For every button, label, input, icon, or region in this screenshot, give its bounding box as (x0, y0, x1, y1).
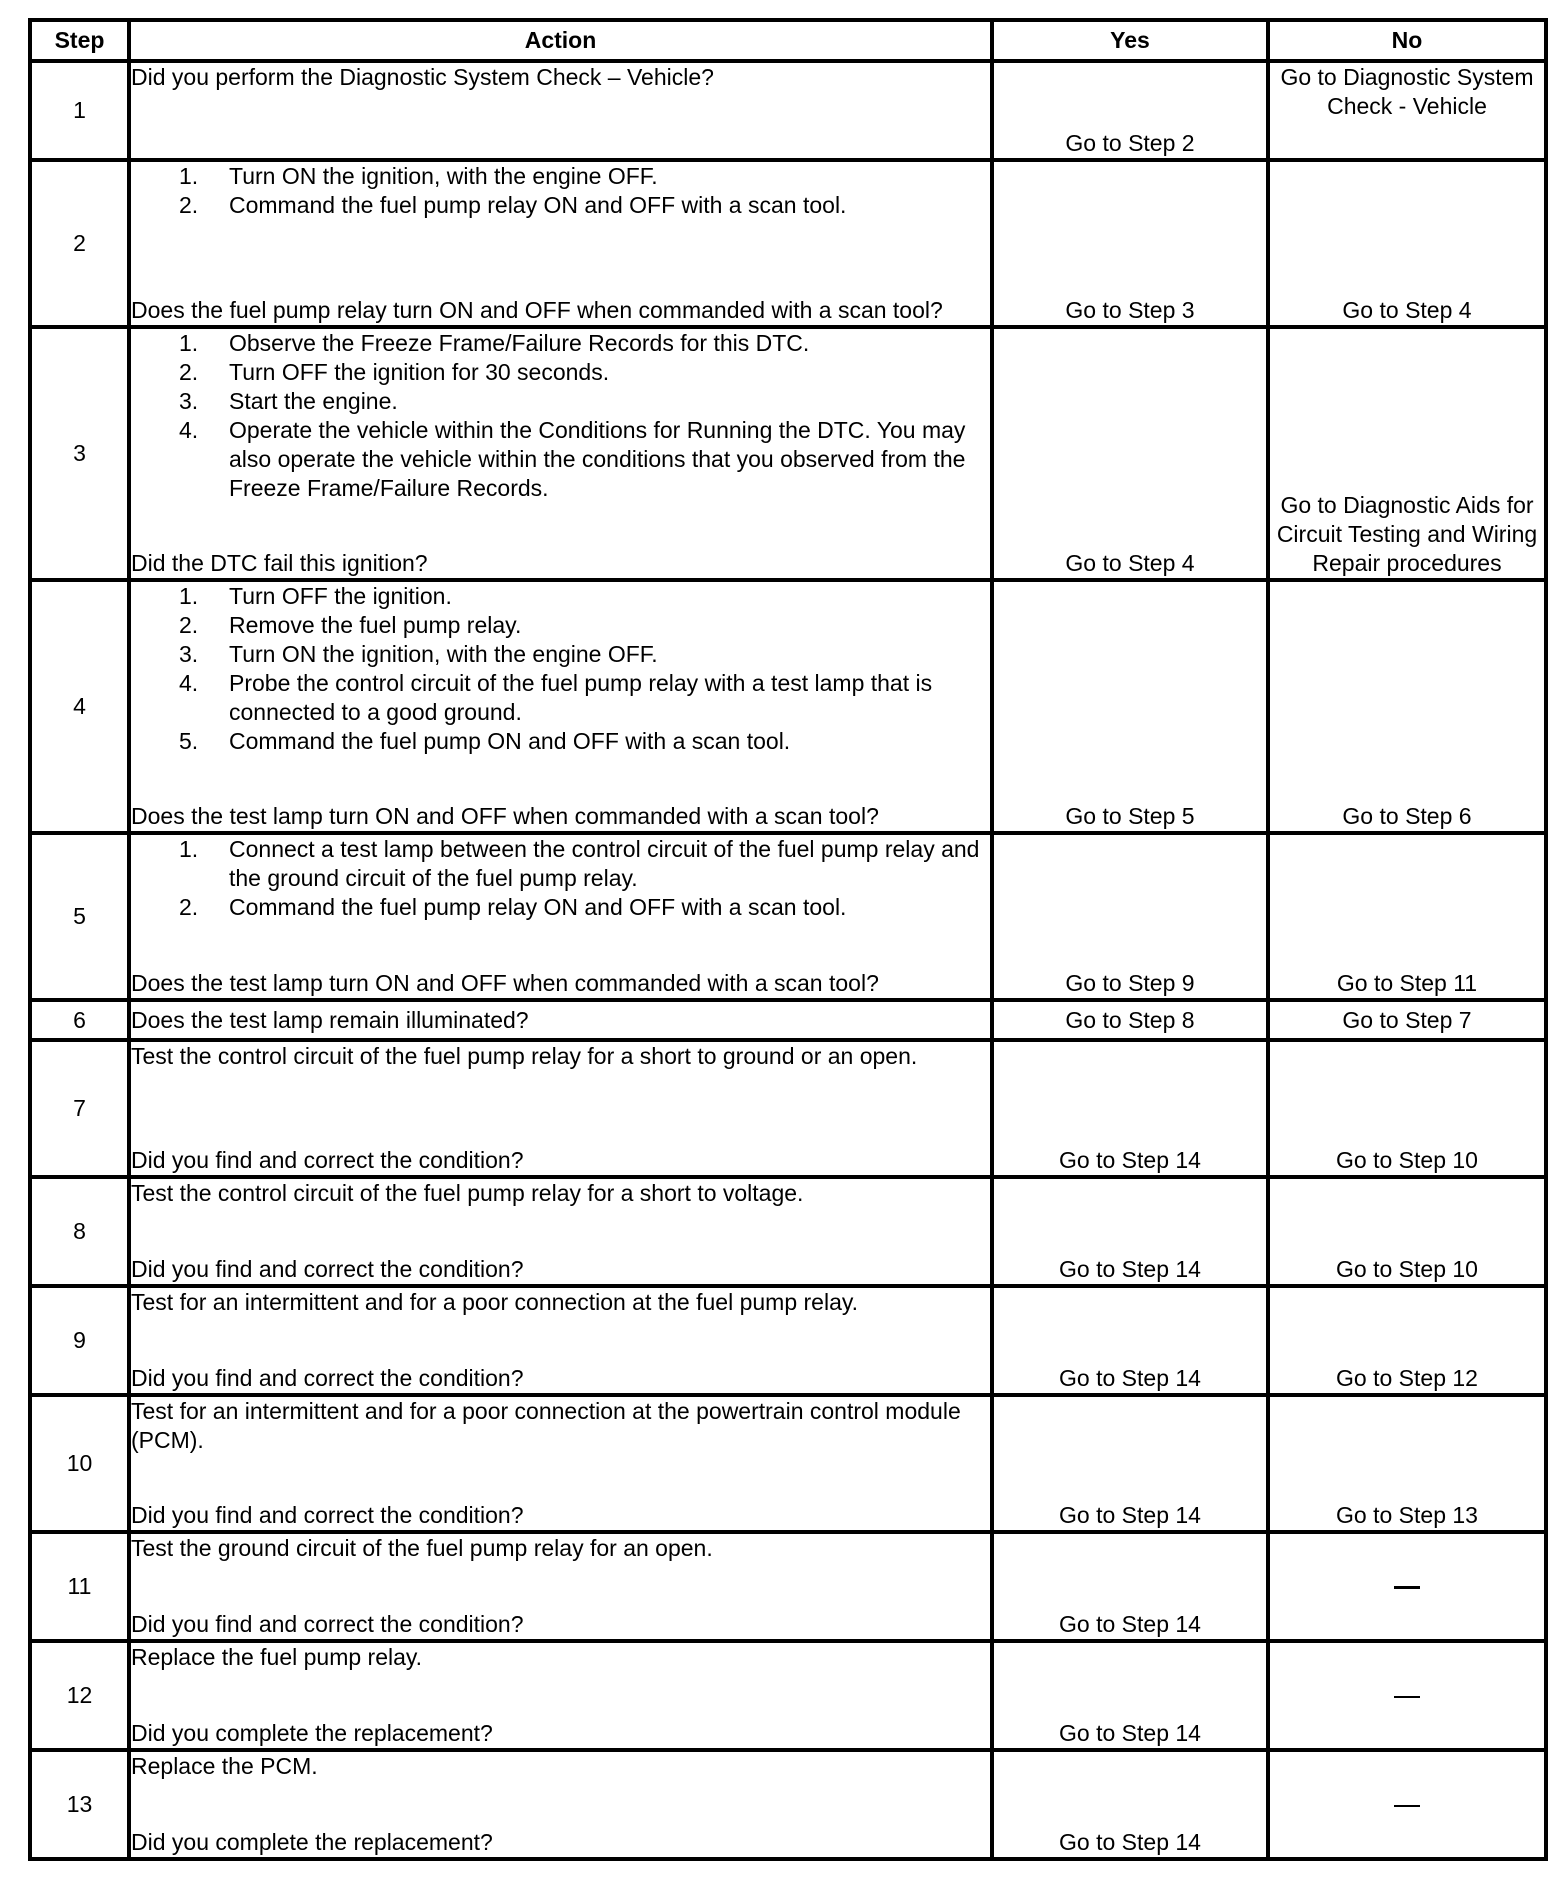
action-cell (129, 1641, 992, 1750)
table-row (30, 580, 1546, 833)
substep-number: 1. (179, 330, 199, 356)
no-result: Go to Step 7 (1268, 1000, 1546, 1040)
step-number: 11 (30, 1532, 129, 1641)
table-row (30, 327, 1546, 580)
substep-text: Command the fuel pump relay ON and OFF with a scan tool. (229, 192, 847, 218)
action-cell (129, 327, 992, 580)
yes-result: Go to Step 8 (992, 1000, 1268, 1040)
no-result (1268, 1641, 1546, 1750)
no-result: Go to Step 10 (1268, 1040, 1546, 1177)
substep-item (131, 387, 990, 416)
substep-number: 1. (179, 163, 199, 189)
substep-item (131, 416, 990, 503)
substep-number: 2. (179, 894, 199, 920)
action-question: Did you find and correct the condition? (131, 1256, 524, 1282)
substep-text: Operate the vehicle within the Conditions for Running the DTC. You may also operate the vehicle within the conditions that you observed from the Freeze Frame/Failure Records. (229, 417, 966, 501)
substep-list (131, 835, 990, 922)
substep-text: Command the fuel pump ON and OFF with a scan tool. (229, 728, 791, 754)
action-question: Did you find and correct the condition? (131, 1147, 524, 1173)
action-instruction: Test the control circuit of the fuel pump relay for a short to voltage. (131, 1180, 804, 1206)
action-cell (129, 1532, 992, 1641)
action-instruction: Test the ground circuit of the fuel pump relay for an open. (131, 1535, 713, 1561)
substep-item (131, 358, 990, 387)
action-question: Did you perform the Diagnostic System Check – Vehicle? (131, 64, 714, 90)
table-row (30, 1641, 1546, 1750)
action-cell (129, 833, 992, 1000)
substep-text: Turn OFF the ignition for 30 seconds. (229, 359, 610, 385)
no-result: Go to Step 11 (1268, 833, 1546, 1000)
substep-number: 3. (179, 641, 199, 667)
substep-item (131, 191, 990, 220)
step-number: 4 (30, 580, 129, 833)
no-result: Go to Step 6 (1268, 580, 1546, 833)
substep-number: 4. (179, 417, 199, 443)
action-instruction: Replace the fuel pump relay. (131, 1644, 423, 1670)
substep-text: Remove the fuel pump relay. (229, 612, 522, 638)
action-cell (129, 1750, 992, 1859)
substep-number: 3. (179, 388, 199, 414)
substep-number: 4. (179, 670, 199, 696)
diagnostic-table (28, 18, 1548, 1861)
substep-list (131, 582, 990, 756)
table-row (30, 61, 1546, 160)
yes-result: Go to Step 14 (992, 1395, 1268, 1532)
substep-text: Observe the Freeze Frame/Failure Records for this DTC. (229, 330, 810, 356)
yes-result: Go to Step 14 (992, 1641, 1268, 1750)
table-row (30, 1750, 1546, 1859)
step-number: 2 (30, 160, 129, 327)
table-row (30, 1000, 1546, 1040)
action-question: Did you find and correct the condition? (131, 1365, 524, 1391)
action-cell (129, 61, 992, 160)
substep-text: Turn OFF the ignition. (229, 583, 452, 609)
no-result: Go to Step 10 (1268, 1177, 1546, 1286)
step-number: 3 (30, 327, 129, 580)
substep-item (131, 611, 990, 640)
no-result (1268, 1532, 1546, 1641)
step-number: 13 (30, 1750, 129, 1859)
substep-number: 2. (179, 192, 199, 218)
step-number: 10 (30, 1395, 129, 1532)
substep-item (131, 329, 990, 358)
substep-number: 5. (179, 728, 199, 754)
substep-item (131, 893, 990, 922)
no-dash (1394, 1805, 1420, 1807)
substep-text: Connect a test lamp between the control circuit of the fuel pump relay and the ground circuit of the fuel pump relay. (229, 836, 980, 891)
action-question: Did you find and correct the condition? (131, 1611, 524, 1637)
action-cell (129, 160, 992, 327)
action-question: Does the test lamp remain illuminated? (131, 1006, 529, 1033)
no-dash (1394, 1696, 1420, 1698)
table-row (30, 1395, 1546, 1532)
action-instruction: Test for an intermittent and for a poor connection at the fuel pump relay. (131, 1289, 859, 1315)
action-instruction: Test the control circuit of the fuel pump relay for a short to ground or an open. (131, 1043, 918, 1069)
step-number: 7 (30, 1040, 129, 1177)
yes-result: Go to Step 14 (992, 1532, 1268, 1641)
substep-number: 1. (179, 583, 199, 609)
substep-item (131, 162, 990, 191)
action-question: Did you find and correct the condition? (131, 1502, 524, 1528)
action-question: Did the DTC fail this ignition? (131, 550, 428, 576)
substep-item (131, 669, 990, 727)
substep-number: 1. (179, 836, 199, 862)
yes-result: Go to Step 4 (992, 327, 1268, 580)
substep-text: Turn ON the ignition, with the engine OFF. (229, 163, 658, 189)
step-number: 12 (30, 1641, 129, 1750)
table-row (30, 1177, 1546, 1286)
yes-result: Go to Step 2 (992, 61, 1268, 160)
action-question: Does the test lamp turn ON and OFF when commanded with a scan tool? (131, 803, 879, 829)
substep-item (131, 835, 990, 893)
substep-text: Turn ON the ignition, with the engine OFF. (229, 641, 658, 667)
no-dash (1394, 1586, 1420, 1589)
action-instruction: Test for an intermittent and for a poor connection at the powertrain control module (PCM). (131, 1398, 961, 1453)
no-result: Go to Step 12 (1268, 1286, 1546, 1395)
action-question: Does the test lamp turn ON and OFF when commanded with a scan tool? (131, 970, 879, 996)
step-number: 8 (30, 1177, 129, 1286)
substep-item (131, 727, 990, 756)
table-row (30, 1532, 1546, 1641)
yes-result: Go to Step 14 (992, 1750, 1268, 1859)
action-cell (129, 1177, 992, 1286)
step-number: 1 (30, 61, 129, 160)
substep-list (131, 329, 990, 503)
no-result: Go to Diagnostic Aids for Circuit Testing and Wiring Repair procedures (1268, 327, 1546, 580)
action-instruction: Replace the PCM. (131, 1753, 318, 1779)
step-number: 5 (30, 833, 129, 1000)
action-cell (129, 1000, 992, 1040)
action-question: Did you complete the replacement? (131, 1720, 493, 1746)
table-row (30, 833, 1546, 1000)
yes-result: Go to Step 9 (992, 833, 1268, 1000)
step-number: 6 (30, 1000, 129, 1040)
action-cell (129, 580, 992, 833)
substep-item (131, 582, 990, 611)
header-no: No (1268, 20, 1546, 61)
yes-result: Go to Step 14 (992, 1286, 1268, 1395)
yes-result: Go to Step 3 (992, 160, 1268, 327)
substep-number: 2. (179, 612, 199, 638)
no-result: Go to Step 13 (1268, 1395, 1546, 1532)
substep-text: Command the fuel pump relay ON and OFF with a scan tool. (229, 894, 847, 920)
substep-item (131, 640, 990, 669)
substep-number: 2. (179, 359, 199, 385)
action-cell (129, 1286, 992, 1395)
no-result: Go to Step 4 (1268, 160, 1546, 327)
table-row (30, 1040, 1546, 1177)
yes-result: Go to Step 5 (992, 580, 1268, 833)
table-row (30, 160, 1546, 327)
action-cell (129, 1040, 992, 1177)
yes-result: Go to Step 14 (992, 1040, 1268, 1177)
step-number: 9 (30, 1286, 129, 1395)
substep-list (131, 162, 990, 220)
yes-result: Go to Step 14 (992, 1177, 1268, 1286)
substep-text: Probe the control circuit of the fuel pump relay with a test lamp that is connected to a good ground. (229, 670, 933, 725)
header-step: Step (30, 20, 129, 61)
header-row (30, 20, 1546, 61)
no-result: Go to Diagnostic System Check - Vehicle (1268, 61, 1546, 160)
header-action: Action (129, 20, 992, 61)
header-yes: Yes (992, 20, 1268, 61)
substep-text: Start the engine. (229, 388, 398, 414)
action-question: Does the fuel pump relay turn ON and OFF when commanded with a scan tool? (131, 297, 943, 323)
action-cell (129, 1395, 992, 1532)
no-result (1268, 1750, 1546, 1859)
table-row (30, 1286, 1546, 1395)
action-question: Did you complete the replacement? (131, 1829, 493, 1855)
